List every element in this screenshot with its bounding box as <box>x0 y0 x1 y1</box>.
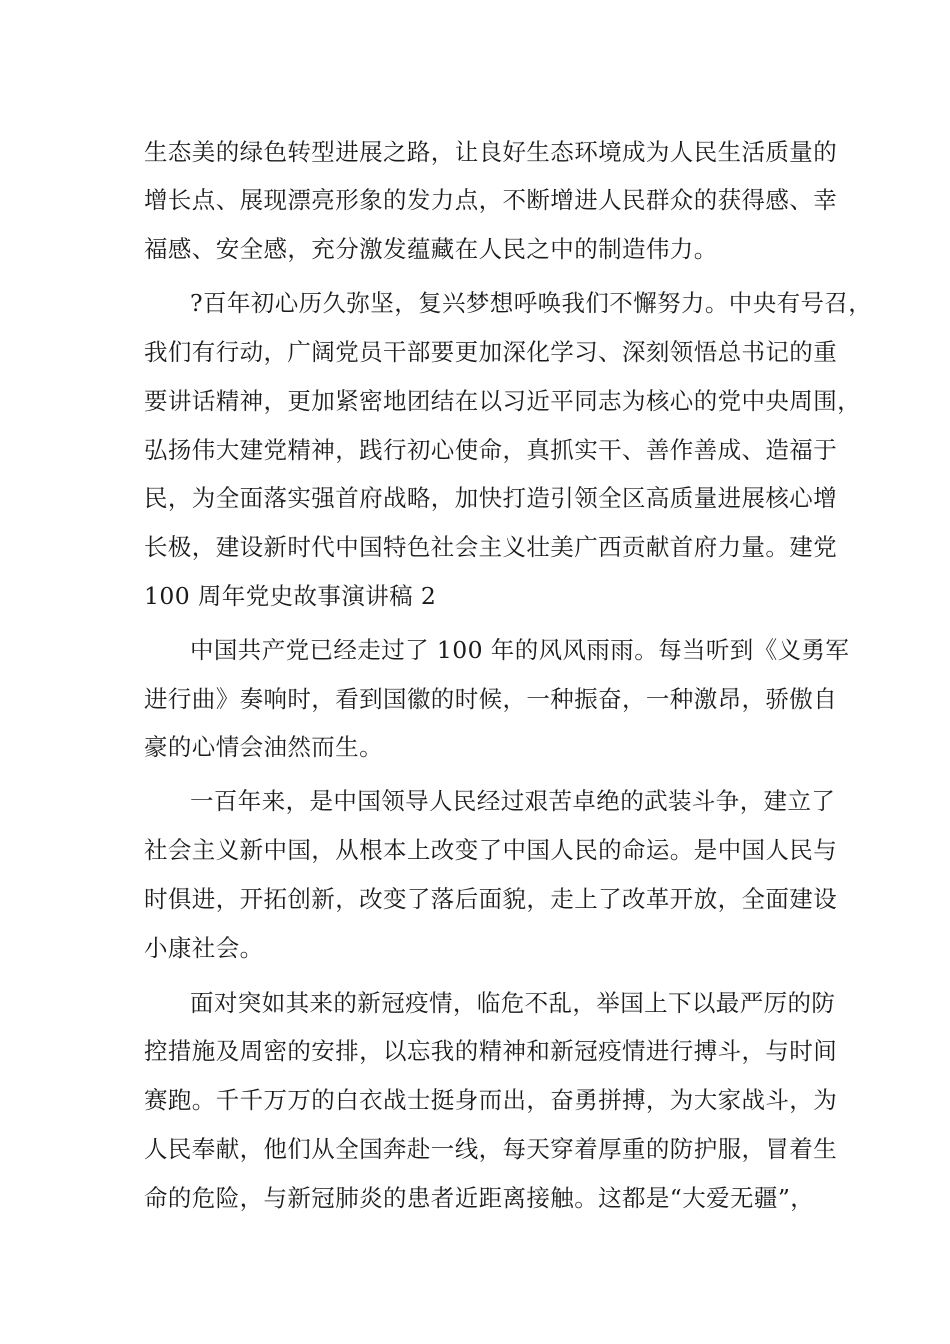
paragraph-start-line: 面对突如其来的新冠疫情，临危不乱，举国上下以最严厉的防 <box>190 989 836 1017</box>
text-line: 人民奉献，他们从全国奔赴一线，每天穿着厚重的防护服，冒着生 <box>144 1135 838 1163</box>
text-line: 控措施及周密的安排，以忘我的精神和新冠疫情进行搏斗，与时间 <box>144 1037 838 1065</box>
text-line: 小康社会。 <box>144 934 264 962</box>
text-line: 赛跑。千千万万的白衣战士挺身而出，奋勇拼搏，为大家战斗，为 <box>144 1086 838 1114</box>
text-line: 增长点、展现漂亮形象的发力点，不断增进人民群众的获得感、幸 <box>144 186 838 214</box>
text-line: 福感、安全感，充分激发蕴藏在人民之中的制造伟力。 <box>144 235 718 263</box>
paragraph-start-line: 中国共产党已经走过了 100 年的风风雨雨。每当听到《义勇军 <box>190 636 850 664</box>
text-line: 命的危险，与新冠肺炎的患者近距离接触。这都是“大爱无疆”， <box>144 1184 815 1212</box>
text-line: 社会主义新中国，从根本上改变了中国人民的命运。是中国人民与 <box>144 836 838 864</box>
text-line: 我们有行动，广阔党员干部要更加深化学习、深刻领悟总书记的重 <box>144 338 838 366</box>
text-line: 要讲话精神，更加紧密地团结在以习近平同志为核心的党中央周围， <box>144 387 861 415</box>
paragraph-start-line: 一百年来，是中国领导人民经过艰苦卓绝的武装斗争，建立了 <box>190 787 836 815</box>
text-line: 时俱进，开拓创新，改变了落后面貌，走上了改革开放，全面建设 <box>144 885 838 913</box>
section-title-line: 100 周年党史故事演讲稿 2 <box>144 582 437 610</box>
text-line: 豪的心情会油然而生。 <box>144 733 383 761</box>
paragraph-start-line: ?百年初心历久弥坚，复兴梦想呼唤我们不懈努力。中央有号召， <box>190 289 873 317</box>
text-line: 长极，建设新时代中国特色社会主义壮美广西贡献首府力量。建党 <box>144 533 838 561</box>
text-line: 民，为全面落实强首府战略，加快打造引领全区高质量进展核心增 <box>144 484 838 512</box>
text-line: 生态美的绿色转型进展之路，让良好生态环境成为人民生活质量的 <box>144 138 838 166</box>
text-line: 弘扬伟大建党精神，践行初心使命，真抓实干、善作善成、造福于 <box>144 436 838 464</box>
text-line: 进行曲》奏响时，看到国徽的时候，一种振奋，一种激昂，骄傲自 <box>144 685 838 713</box>
